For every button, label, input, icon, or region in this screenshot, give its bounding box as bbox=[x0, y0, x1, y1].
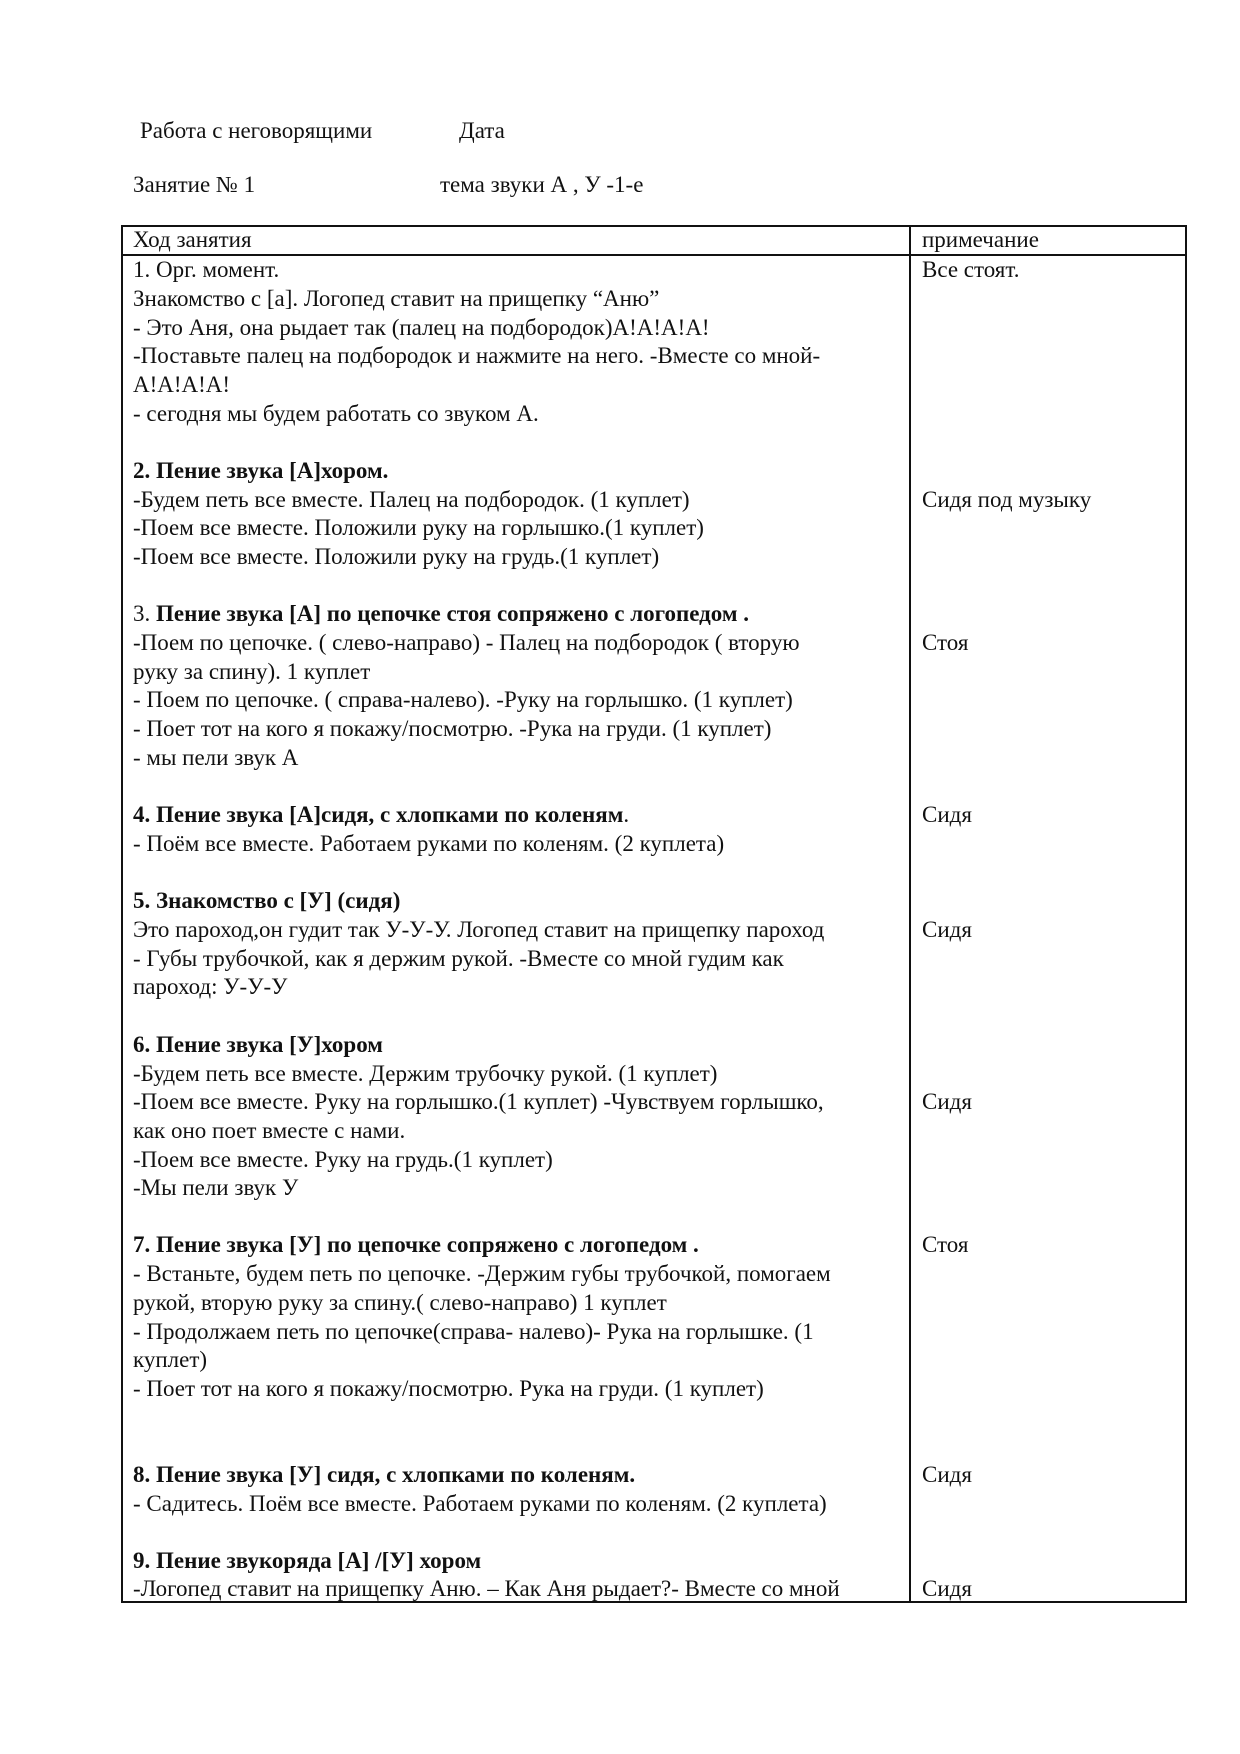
section-line: - Поем по цепочке. ( справа-налево). -Руку на горлышко. (1 куплет) bbox=[133, 687, 793, 712]
section-title: 2. Пение звука [А]хором. bbox=[133, 458, 389, 483]
section-line: рукой, вторую руку за спину.( слево-направо) 1 куплет bbox=[133, 1290, 667, 1315]
document-title: Работа с неговорящими bbox=[140, 118, 373, 143]
note-cell: Все стоят. bbox=[922, 257, 1020, 282]
section-line: -Логопед ставит на прищепку Аню. – Как Аня рыдает?- Вместе со мной bbox=[133, 1576, 840, 1601]
section-title: 7. Пение звука [У] по цепочке сопряжено с логопедом . bbox=[133, 1232, 699, 1257]
section-line: куплет) bbox=[133, 1347, 208, 1372]
section-line: Это пароход,он гудит так У-У-У. Логопед ставит на прищепку пароход bbox=[133, 917, 825, 942]
section-line: -Поставьте палец на подбородок и нажмите на него. -Вместе со мной- bbox=[133, 343, 821, 368]
section-line: -Мы пели звук У bbox=[133, 1175, 299, 1200]
section-line: - Поет тот на кого я покажу/посмотрю. Рука на груди. (1 куплет) bbox=[133, 1376, 764, 1401]
lesson-topic: тема звуки А , У -1-е bbox=[440, 172, 644, 197]
section-line: -Поем по цепочке. ( слево-направо) - Палец на подбородок ( вторую bbox=[133, 630, 800, 655]
section-title: 6. Пение звука [У]хором bbox=[133, 1032, 383, 1057]
section-line: -Поем все вместе. Положили руку на горлышко.(1 куплет) bbox=[133, 515, 704, 540]
section-title-text: 4. Пение звука [А]сидя, с хлопками по коленям bbox=[133, 802, 624, 827]
section-line: - Поём все вместе. Работаем руками по коленям. (2 куплета) bbox=[133, 831, 725, 856]
section-line: -Будем петь все вместе. Палец на подбородок. (1 куплет) bbox=[133, 487, 690, 512]
note-cell: Сидя bbox=[922, 802, 972, 827]
section-title bbox=[133, 801, 629, 830]
table-column-divider bbox=[909, 225, 911, 1603]
section-line: - сегодня мы будем работать со звуком А. bbox=[133, 401, 539, 426]
note-cell: Сидя под музыку bbox=[922, 487, 1092, 512]
section-line: - Садитесь. Поём все вместе. Работаем руками по коленям. (2 куплета) bbox=[133, 1491, 827, 1516]
section-line: руку за спину). 1 куплет bbox=[133, 659, 371, 684]
note-cell: Сидя bbox=[922, 1089, 972, 1114]
section-title-text: Пение звука [А] по цепочке стоя сопряжено с логопедом . bbox=[156, 601, 749, 626]
section-title: 9. Пение звукоряда [А] /[У] хором bbox=[133, 1548, 482, 1573]
section-line: -Будем петь все вместе. Держим трубочку рукой. (1 куплет) bbox=[133, 1061, 718, 1086]
section-line: - Продолжаем петь по цепочке(справа- налево)- Рука на горлышке. (1 bbox=[133, 1319, 814, 1344]
section-title: 8. Пение звука [У] сидя, с хлопками по коленям. bbox=[133, 1462, 636, 1487]
section-line: Знакомство с [а]. Логопед ставит на прищепку “Аню” bbox=[133, 286, 660, 311]
section-line: как оно поет вместе с нами. bbox=[133, 1118, 406, 1143]
section-line: - мы пели звук А bbox=[133, 745, 299, 770]
section-number: 3. bbox=[133, 601, 156, 626]
note-cell: Стоя bbox=[922, 630, 969, 655]
section-title-suffix: . bbox=[623, 802, 630, 827]
section-title bbox=[133, 600, 749, 629]
section-title: 1. Орг. момент. bbox=[133, 257, 280, 282]
section-line: -Поем все вместе. Руку на грудь.(1 куплет) bbox=[133, 1147, 553, 1172]
section-line: - Это Аня, она рыдает так (палец на подбородок)А!А!А!А! bbox=[133, 315, 710, 340]
section-line: пароход: У-У-У bbox=[133, 974, 288, 999]
note-cell: Сидя bbox=[922, 1462, 972, 1487]
section-line: -Поем все вместе. Руку на горлышко.(1 куплет) -Чувствуем горлышко, bbox=[133, 1089, 824, 1114]
column-header-note: примечание bbox=[922, 227, 1039, 252]
date-label: Дата bbox=[459, 118, 505, 143]
section-title: 5. Знакомство с [У] (сидя) bbox=[133, 888, 401, 913]
section-line: - Встаньте, будем петь по цепочке. -Держим губы трубочкой, помогаем bbox=[133, 1261, 831, 1286]
note-cell: Сидя bbox=[922, 917, 972, 942]
column-header-main: Ход занятия bbox=[133, 227, 252, 252]
lesson-number: Занятие № 1 bbox=[133, 172, 256, 197]
section-line: -Поем все вместе. Положили руку на грудь.(1 куплет) bbox=[133, 544, 660, 569]
note-cell: Сидя bbox=[922, 1576, 972, 1601]
section-line: - Поет тот на кого я покажу/посмотрю. -Рука на груди. (1 куплет) bbox=[133, 716, 772, 741]
section-line: А!А!А!А! bbox=[133, 372, 231, 397]
section-line: - Губы трубочкой, как я держим рукой. -Вместе со мной гудим как bbox=[133, 946, 784, 971]
note-cell: Стоя bbox=[922, 1232, 969, 1257]
